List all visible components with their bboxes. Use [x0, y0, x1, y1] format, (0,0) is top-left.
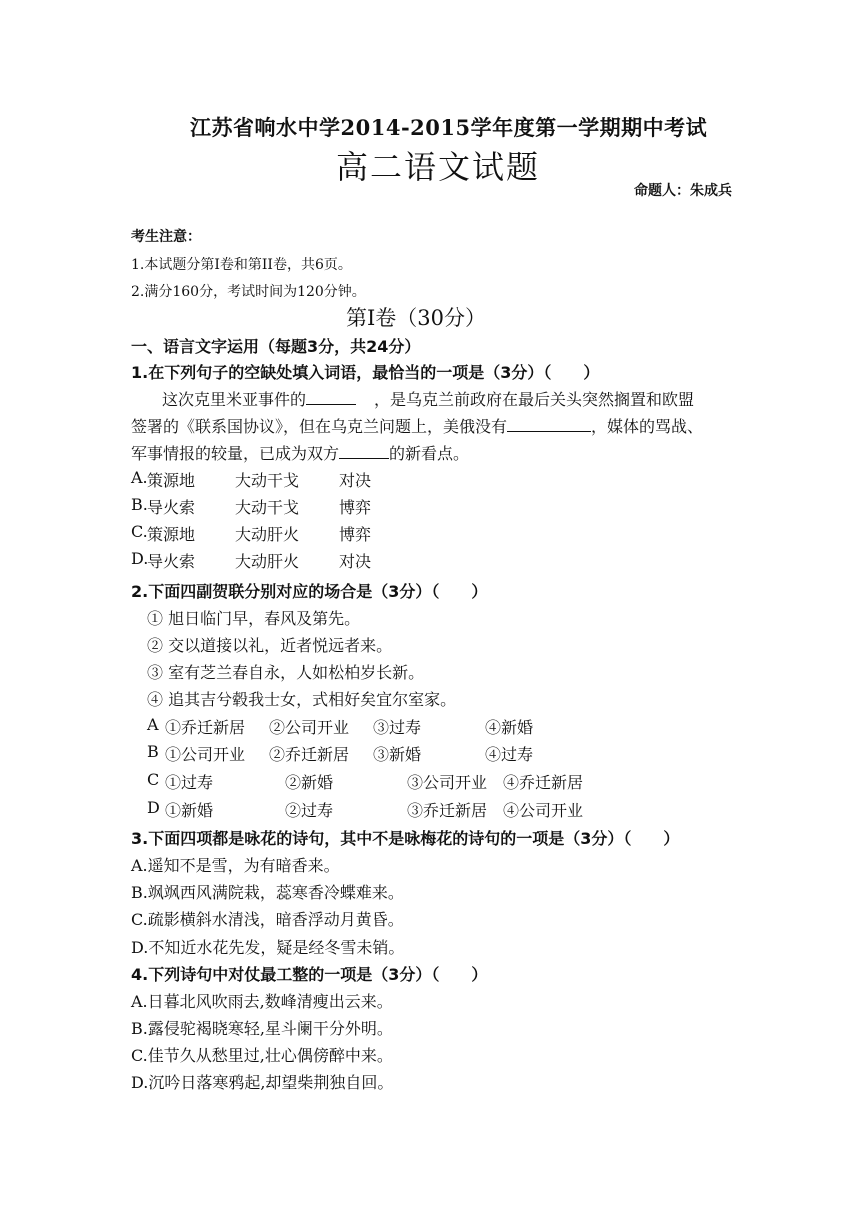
question-3-stem: 3.下面四项都是咏花的诗句，其中不是咏梅花的诗句的一项是（3分）（ ） — [131, 829, 680, 848]
answer-blank — [507, 417, 591, 432]
question-1-passage-line-1: 这次克里米亚事件的 ，是乌克兰前政府在最后关头突然搁置和欧盟 — [162, 390, 695, 409]
question-2-option-b: B ①公司开业 ②乔迁新居 ③新婚 ④过寿 — [147, 742, 534, 764]
question-1-option-d: D. 导火索 大动肝火 对决 — [131, 549, 372, 571]
exam-title: 江苏省响水中学2014-2015学年度第一学期期中考试 — [190, 115, 708, 140]
question-3-option-b: B.飒飒西风满院栽，蕊寒香冷蝶难来。 — [131, 883, 404, 902]
couplet-1: ① 旭日临门早，春风及第先。 — [147, 609, 361, 628]
question-4-option-d: D.沉吟日落寒鸦起,却望柴荆独自回。 — [131, 1073, 394, 1092]
question-2-option-c: C ①过寿 ②新婚 ③公司开业 ④乔迁新居 — [147, 770, 584, 792]
question-1-passage-line-2: 签署的《联系国协议》，但在乌克兰问题上，美俄没有 ，媒体的骂战、 — [131, 417, 704, 436]
answer-blank — [339, 444, 389, 459]
question-1-option-b: B. 导火索 大动干戈 博弈 — [131, 495, 372, 517]
answer-blank — [306, 390, 356, 405]
question-2-option-d: D ①新婚 ②过寿 ③乔迁新居 ④公司开业 — [147, 798, 584, 820]
question-3-option-d: D.不知近水花先发，疑是经冬雪未销。 — [131, 938, 405, 957]
part-title: 第Ⅰ卷（30分） — [346, 306, 487, 330]
question-1-option-a: A. 策源地 大动干戈 对决 — [131, 468, 372, 490]
exam-subtitle: 高二语文试题 — [336, 148, 541, 186]
couplet-2: ② 交以道接以礼，近者悦远者来。 — [147, 636, 393, 655]
question-4-option-c: C.佳节久从愁里过,壮心偶傍醉中来。 — [131, 1046, 393, 1065]
question-4-stem: 4.下列诗句中对仗最工整的一项是（3分）（ ） — [131, 965, 488, 984]
question-4-option-a: A.日暮北风吹雨去,数峰清瘦出云来。 — [131, 992, 393, 1011]
notice-item-2: 2.满分160分，考试时间为120分钟。 — [131, 284, 366, 300]
couplet-4: ④ 追其吉兮毂我士女，式相好矣宜尔室家。 — [147, 690, 457, 709]
section-heading: 一、语言文字运用（每题3分，共24分） — [131, 337, 421, 356]
couplet-3: ③ 室有芝兰春自永，人如松柏岁长新。 — [147, 663, 425, 682]
question-1-passage-line-3: 军事情报的较量，已成为双方 的新看点。 — [131, 444, 470, 463]
question-3-option-a: A.遥知不是雪，为有暗香来。 — [131, 856, 340, 875]
question-3-option-c: C.疏影横斜水清浅，暗香浮动月黄昏。 — [131, 910, 404, 929]
question-1-stem: 1.在下列句子的空缺处填入词语，最恰当的一项是（3分）（ ） — [131, 363, 600, 382]
question-2-stem: 2.下面四副贺联分别对应的场合是（3分）（ ） — [131, 582, 488, 601]
notice-item-1: 1.本试题分第I卷和第II卷，共6页。 — [131, 257, 352, 273]
question-1-option-c: C. 策源地 大动肝火 博弈 — [131, 522, 372, 544]
notice-heading: 考生注意： — [131, 229, 201, 245]
question-2-option-a: A ①乔迁新居 ②公司开业 ③过寿 ④新婚 — [147, 715, 534, 737]
author-line: 命题人：朱成兵 — [634, 183, 732, 199]
question-4-option-b: B.露侵驼褐晓寒轻,星斗阑干分外明。 — [131, 1019, 393, 1038]
